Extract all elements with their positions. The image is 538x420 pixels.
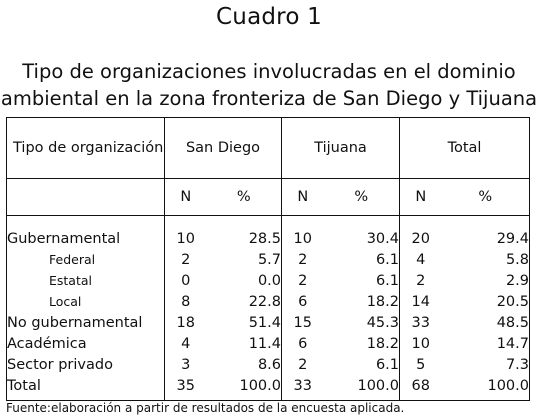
row-label: Federal xyxy=(7,249,165,270)
cell-n: 4 xyxy=(181,335,191,352)
header-tijuana: Tijuana xyxy=(282,118,400,179)
cell-pct: 100.0 xyxy=(207,375,282,401)
row-label: Sector privado xyxy=(7,354,165,375)
cell-n: 33 xyxy=(411,314,430,331)
cell-pct: 28.5 xyxy=(207,216,282,250)
cell-n: 10 xyxy=(176,230,195,247)
table-row xyxy=(7,249,530,270)
row-label: No gubernamental xyxy=(7,312,165,333)
cell-n: 8 xyxy=(181,293,191,310)
title-line-1: Tipo de organizaciones involucradas en el dominio xyxy=(22,60,516,83)
cell-n: 4 xyxy=(416,251,426,268)
cell-n: 10 xyxy=(411,335,430,352)
subheader-n: N xyxy=(282,179,324,216)
cell-pct: 6.1 xyxy=(324,270,400,291)
table-number: Cuadro 1 xyxy=(216,4,322,30)
table-row xyxy=(7,354,530,375)
cell-pct: 6.1 xyxy=(324,354,400,375)
cell-n: 18 xyxy=(176,314,195,331)
cell-pct: 6.1 xyxy=(324,249,400,270)
cell-pct: 29.4 xyxy=(496,230,529,247)
table-row xyxy=(7,270,530,291)
cell-n: 2 xyxy=(298,251,308,268)
cell-pct: 45.3 xyxy=(324,312,400,333)
cell-pct: 30.4 xyxy=(324,216,400,250)
cell-pct: 48.5 xyxy=(496,314,529,331)
cell-n: 2 xyxy=(298,356,308,373)
subheader-pct: % xyxy=(324,179,400,216)
row-label: Gubernamental xyxy=(7,216,165,250)
cell-pct: 51.4 xyxy=(207,312,282,333)
cell-pct: 11.4 xyxy=(207,333,282,354)
cell-pct: 0.0 xyxy=(207,270,282,291)
cell-n: 68 xyxy=(411,377,430,394)
cell-pct: 20.5 xyxy=(496,293,529,310)
table-row xyxy=(7,291,530,312)
subheader-n: N xyxy=(400,179,442,216)
cell-n: 2 xyxy=(181,251,191,268)
row-label: Local xyxy=(7,291,165,312)
header-san-diego: San Diego xyxy=(165,118,282,179)
table-row xyxy=(7,216,530,250)
cell-n: 3 xyxy=(181,356,191,373)
row-label: Académica xyxy=(7,333,165,354)
table-row xyxy=(7,333,530,354)
source-note: Fuente:elaboración a partir de resultados de la encuesta aplicada. xyxy=(6,401,405,415)
subheader-pct: % xyxy=(442,179,530,216)
cell-n: 2 xyxy=(298,272,308,289)
header-total: Total xyxy=(400,118,530,179)
organizations-table xyxy=(6,117,530,401)
subheader-n: N xyxy=(165,179,207,216)
cell-pct: 8.6 xyxy=(207,354,282,375)
cell-pct: 100.0 xyxy=(487,377,529,394)
cell-n: 33 xyxy=(293,377,312,394)
cell-pct: 5.7 xyxy=(207,249,282,270)
table-row-total xyxy=(7,375,530,401)
title-line-2: ambiental en la zona fronteriza de San Diego y Tijuana xyxy=(0,87,538,110)
cell-n: 10 xyxy=(293,230,312,247)
cell-n: 35 xyxy=(176,377,195,394)
cell-n: 6 xyxy=(298,293,308,310)
header-empty-cell xyxy=(7,179,165,216)
cell-pct: 5.8 xyxy=(505,251,529,268)
table-title xyxy=(0,58,538,112)
row-label: Estatal xyxy=(7,270,165,291)
cell-pct: 7.3 xyxy=(505,356,529,373)
cell-n: 2 xyxy=(416,272,426,289)
table-row xyxy=(7,312,530,333)
cell-pct: 100.0 xyxy=(324,375,400,401)
cell-pct: 2.9 xyxy=(505,272,529,289)
cell-pct: 22.8 xyxy=(207,291,282,312)
cell-pct: 18.2 xyxy=(324,291,400,312)
cell-n: 14 xyxy=(411,293,430,310)
cell-n: 6 xyxy=(298,335,308,352)
cell-pct: 14.7 xyxy=(496,335,529,352)
cell-n: 5 xyxy=(416,356,426,373)
row-label: Total xyxy=(7,375,165,401)
header-type: Tipo de organización xyxy=(7,118,165,179)
cell-n: 0 xyxy=(181,272,191,289)
cell-n: 15 xyxy=(293,314,312,331)
subheader-pct: % xyxy=(207,179,282,216)
table-body xyxy=(7,216,530,401)
cell-pct: 18.2 xyxy=(324,333,400,354)
cell-n: 20 xyxy=(411,230,430,247)
